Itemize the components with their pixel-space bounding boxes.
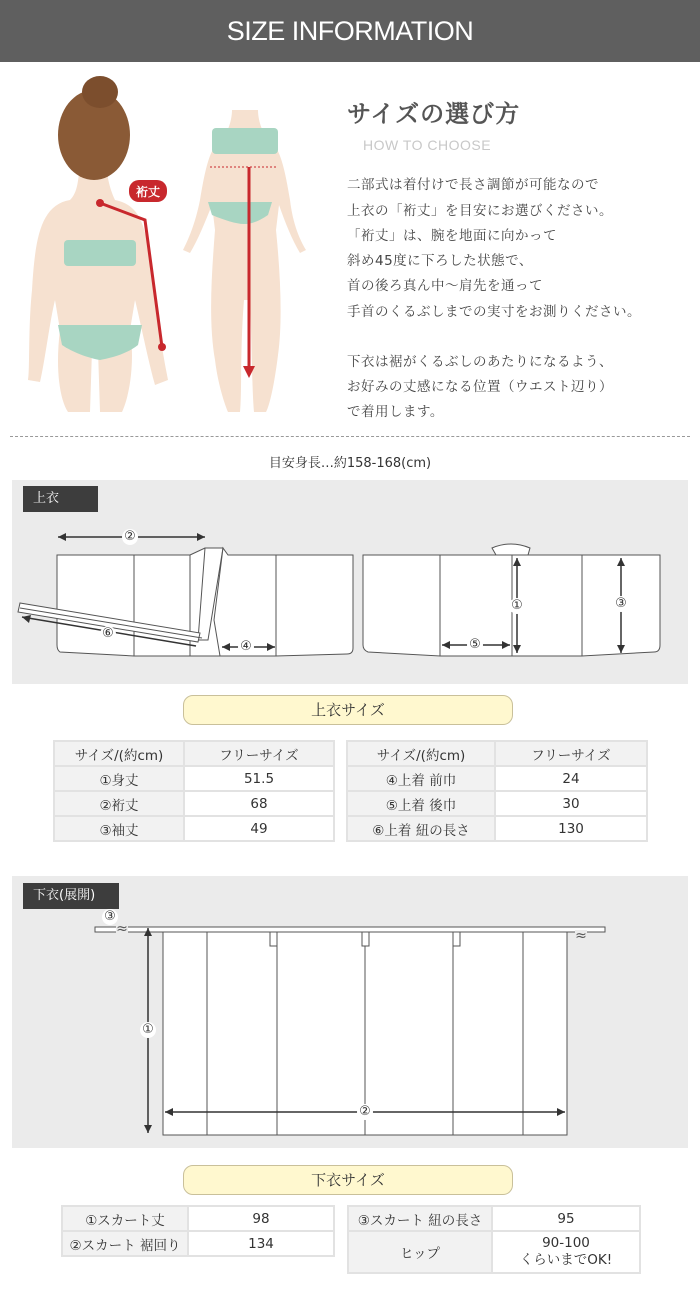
table-cell-label: ①スカート丈 [62,1206,188,1231]
table-cell-value: 68 [184,791,334,816]
table-cell-value: 49 [184,816,334,841]
marker-3: ③ [104,909,116,924]
guide-title: サイズの選び方 [347,100,521,128]
marker-1: ① [511,598,523,613]
break-wave-icon: ≈ [575,928,587,944]
hip-range: 90-100 [542,1235,590,1251]
top-size-table-right [346,740,648,842]
height-note: 目安身長…約158-168(cm) [268,456,432,471]
table-cell-label: ②裄丈 [54,791,184,816]
table-row [54,816,334,841]
bottom-size-table-left [61,1205,335,1257]
table-row [347,766,647,791]
guide-line: 斜め45度に下ろした状態で、 [347,253,533,269]
table-cell-value: 98 [188,1206,334,1231]
table-cell-value: 134 [188,1231,334,1256]
marker-2: ② [124,529,136,544]
page-header: SIZE INFORMATION [0,0,700,62]
marker-5: ⑤ [469,637,481,652]
guide-line: お好みの丈感になる位置（ウエスト辺り） [347,379,613,395]
table-header-row [54,741,334,766]
table-header-cell: サイズ/(約cm) [347,741,495,766]
table-row [348,1231,640,1273]
bottom-size-table-right [347,1205,641,1274]
table-cell-value: 95 [492,1206,640,1231]
back-figure [28,76,168,412]
table-cell-label: ③袖丈 [54,816,184,841]
table-cell-value: 51.5 [184,766,334,791]
table-cell-label: ⑤上着 後巾 [347,791,495,816]
guide-subtitle: HOW TO CHOOSE [363,137,492,153]
table-cell-label: ①身丈 [54,766,184,791]
table-row [62,1206,334,1231]
break-wave-icon: ≈ [116,921,128,937]
guide-line: 首の後ろ真ん中〜肩先を通って [347,278,543,294]
marker-6: ⑥ [102,626,114,641]
table-row [347,791,647,816]
bottom-section-tag: 下衣(展開) [23,883,119,909]
divider [10,436,690,437]
table-row [54,791,334,816]
guide-line: 二部式は着付けで長さ調節が可能なので [347,177,599,193]
table-header-cell: フリーサイズ [495,741,647,766]
sleeve-length-label: 裄丈 [135,185,160,199]
guide-line: 「裄丈」は、腕を地面に向かって [347,228,557,244]
table-header-row [347,741,647,766]
hip-note: くらいまでOK! [519,1252,613,1268]
guide-line: で着用します。 [347,404,444,420]
marker-1: ① [142,1022,154,1037]
table-row [54,766,334,791]
table-row [62,1231,334,1256]
table-cell-label: ⑥上着 紐の長さ [347,816,495,841]
table-row [348,1206,640,1231]
marker-4: ④ [240,639,252,654]
table-cell-value: 130 [495,816,647,841]
table-cell-value: 30 [495,791,647,816]
table-cell-label: ヒップ [348,1231,492,1273]
table-cell-value [492,1231,640,1273]
guide-line: 手首のくるぶしまでの実寸をお測りください。 [347,304,641,320]
top-garment-diagram [12,480,688,684]
table-cell-label: ②スカート 裾回り [62,1231,188,1256]
table-cell-value: 24 [495,766,647,791]
body-measurement-illustration [0,62,330,422]
table-cell-label: ③スカート 紐の長さ [348,1206,492,1231]
guide-line: 下衣は裾がくるぶしのあたりになるよう、 [347,354,613,370]
front-figure [183,110,306,412]
top-size-table-left [53,740,335,842]
table-cell-label: ④上着 前巾 [347,766,495,791]
table-row [347,816,647,841]
marker-2: ② [359,1104,371,1119]
table-header-cell: フリーサイズ [184,741,334,766]
bottom-size-pill: 下衣サイズ [183,1165,513,1195]
top-section-tag: 上衣 [23,486,98,512]
marker-3: ③ [615,596,627,611]
guide-line: 上衣の「裄丈」を目安にお選びください。 [347,203,613,219]
table-header-cell: サイズ/(約cm) [54,741,184,766]
top-size-pill: 上衣サイズ [183,695,513,725]
